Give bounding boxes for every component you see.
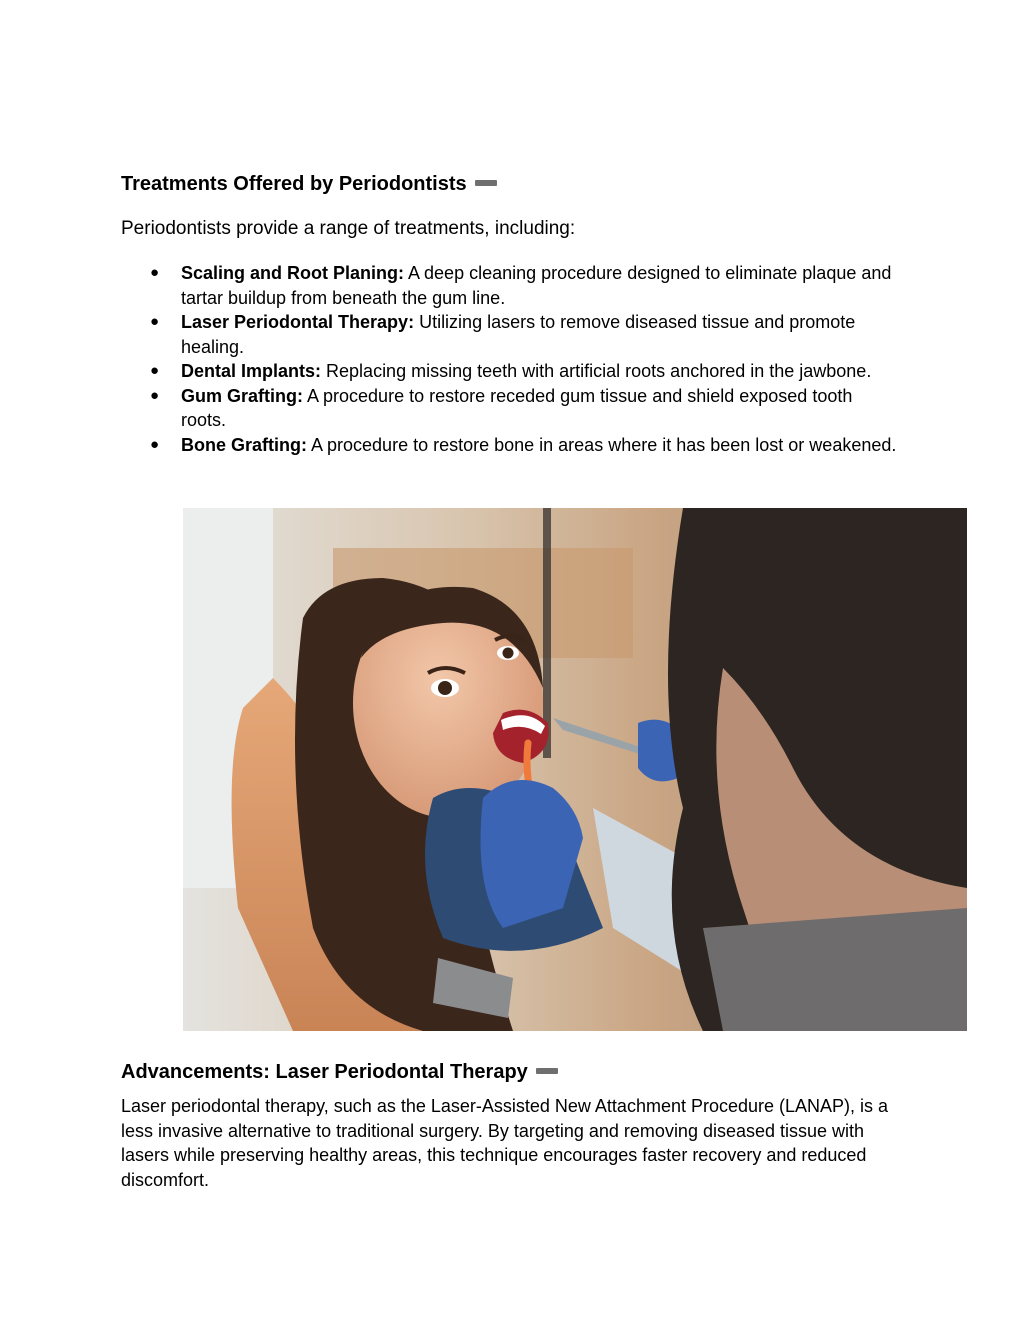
heading-text: Advancements: Laser Periodontal Therapy (121, 1061, 528, 1083)
list-item: ● Dental Implants: Replacing missing teeth with artificial roots anchored in the jawbone. (150, 361, 872, 381)
section-heading-treatments (121, 172, 497, 196)
minus-icon[interactable] (536, 1068, 558, 1074)
item-desc: A procedure to restore bone in areas where it has been lost or weakened. (307, 434, 897, 455)
item-desc: A deep cleaning procedure designed to eliminate plaque and tartar buildup from beneath the gum line. (181, 263, 892, 308)
list-item: ● Bone Grafting: A procedure to restore bone in areas where it has been lost or weakened. (150, 434, 897, 455)
list-item: ● Laser Periodontal Therapy: Utilizing lasers to remove diseased tissue and promote healing. (150, 312, 856, 357)
item-term: Gum Grafting: (181, 385, 303, 406)
item-desc: A procedure to restore receded gum tissue and shield exposed tooth roots. (181, 385, 853, 430)
heading-text: Treatments Offered by Periodontists (121, 173, 467, 195)
minus-icon[interactable] (475, 180, 497, 186)
item-term: Laser Periodontal Therapy: (181, 312, 415, 332)
section-heading-advancements (121, 1060, 558, 1084)
item-desc: Utilizing lasers to remove diseased tissue and promote healing. (181, 312, 856, 357)
item-term: Bone Grafting: (181, 434, 307, 455)
dental-exam-photo (183, 508, 967, 1031)
intro-paragraph: Periodontists provide a range of treatments, including: (121, 218, 576, 239)
item-term: Scaling and Root Planing: (181, 263, 405, 283)
advancements-paragraph: Laser periodontal therapy, such as the Laser-Assisted New Attachment Procedure (LANAP), is a less invasive alternative to traditional surgery. By targeting and removing diseased tissue with lasers while preserving healthy areas, this technique encourages faster recovery and reduced discomfort. (121, 1096, 889, 1190)
list-item: ● Scaling and Root Planing: A deep cleaning procedure designed to eliminate plaque and tartar buildup from beneath the gum line. (150, 263, 892, 308)
list-item: ● Gum Grafting: A procedure to restore receded gum tissue and shield exposed tooth roots. (150, 385, 853, 430)
treatments-list (150, 261, 901, 457)
item-desc: Replacing missing teeth with artificial roots anchored in the jawbone. (321, 361, 872, 381)
item-term: Dental Implants: (181, 361, 322, 381)
